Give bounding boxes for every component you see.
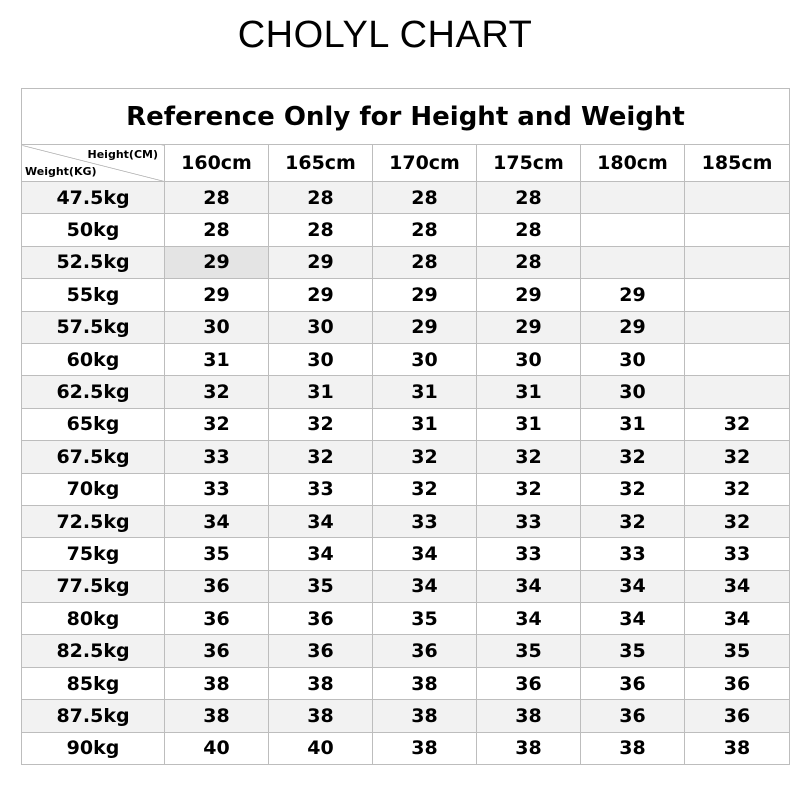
size-cell: 33: [477, 505, 581, 537]
size-cell: 33: [165, 441, 269, 473]
table-row: [22, 343, 790, 375]
size-cell: 32: [373, 441, 477, 473]
size-cell: 33: [685, 538, 790, 570]
table-row: [22, 700, 790, 732]
size-cell: 29: [165, 246, 269, 278]
weight-cell: 75kg: [22, 538, 165, 570]
size-cell: 38: [373, 667, 477, 699]
weight-cell: 57.5kg: [22, 311, 165, 343]
height-header-185: 185cm: [685, 145, 790, 182]
size-cell: 33: [477, 538, 581, 570]
table-row: [22, 311, 790, 343]
size-cell: 36: [165, 603, 269, 635]
size-cell: 29: [581, 279, 685, 311]
size-cell: 30: [269, 343, 373, 375]
weight-cell: 87.5kg: [22, 700, 165, 732]
size-cell: 28: [373, 246, 477, 278]
size-cell: 32: [165, 408, 269, 440]
size-cell: 32: [269, 441, 373, 473]
size-cell: 29: [165, 279, 269, 311]
size-cell: 34: [165, 505, 269, 537]
weight-cell: 85kg: [22, 667, 165, 699]
weight-cell: 47.5kg: [22, 182, 165, 214]
size-cell: [685, 376, 790, 408]
size-cell: [685, 246, 790, 278]
weight-axis-label: Weight(KG): [25, 165, 97, 178]
size-cell: 32: [477, 441, 581, 473]
size-cell: 34: [269, 505, 373, 537]
size-cell: 36: [165, 635, 269, 667]
table-row: [22, 635, 790, 667]
table-row: [22, 246, 790, 278]
size-cell: 33: [165, 473, 269, 505]
size-cell: 28: [477, 214, 581, 246]
size-cell: 38: [373, 700, 477, 732]
size-cell: 32: [373, 473, 477, 505]
size-cell: 36: [477, 667, 581, 699]
size-cell: 30: [373, 343, 477, 375]
size-cell: 29: [581, 311, 685, 343]
height-header-160: 160cm: [165, 145, 269, 182]
weight-cell: 90kg: [22, 732, 165, 764]
size-cell: 35: [165, 538, 269, 570]
table-row: [22, 441, 790, 473]
table-row: [22, 214, 790, 246]
page-title: CHOLYL CHART: [237, 14, 533, 56]
size-cell: 32: [685, 505, 790, 537]
size-cell: 34: [269, 538, 373, 570]
size-cell: 34: [477, 603, 581, 635]
size-cell: 29: [477, 279, 581, 311]
size-cell: 29: [269, 246, 373, 278]
size-cell: 34: [477, 570, 581, 602]
weight-cell: 55kg: [22, 279, 165, 311]
weight-cell: 65kg: [22, 408, 165, 440]
weight-cell: 67.5kg: [22, 441, 165, 473]
size-cell: 36: [269, 603, 373, 635]
size-cell: [685, 343, 790, 375]
weight-cell: 72.5kg: [22, 505, 165, 537]
size-cell: [685, 279, 790, 311]
size-cell: 29: [269, 279, 373, 311]
size-cell: 38: [165, 667, 269, 699]
size-cell: 32: [685, 408, 790, 440]
size-cell: 38: [373, 732, 477, 764]
table-row: [22, 376, 790, 408]
size-cell: 36: [269, 635, 373, 667]
size-cell: 32: [685, 441, 790, 473]
size-cell: 31: [581, 408, 685, 440]
size-chart-table: [21, 88, 790, 765]
size-cell: 28: [269, 214, 373, 246]
height-header-165: 165cm: [269, 145, 373, 182]
size-cell: 31: [477, 376, 581, 408]
size-cell: 38: [477, 700, 581, 732]
size-cell: 36: [581, 700, 685, 732]
size-cell: 32: [581, 473, 685, 505]
table-row: [22, 667, 790, 699]
size-cell: 34: [685, 603, 790, 635]
size-cell: 34: [373, 570, 477, 602]
weight-cell: 80kg: [22, 603, 165, 635]
table-row: [22, 732, 790, 764]
size-cell: 31: [269, 376, 373, 408]
size-cell: 30: [477, 343, 581, 375]
size-cell: [581, 214, 685, 246]
table-row: [22, 182, 790, 214]
corner-cell: [22, 145, 165, 182]
size-cell: 28: [269, 182, 373, 214]
size-cell: 28: [373, 182, 477, 214]
table-row: [22, 408, 790, 440]
weight-cell: 82.5kg: [22, 635, 165, 667]
size-cell: 38: [581, 732, 685, 764]
size-cell: 38: [269, 700, 373, 732]
size-cell: 34: [685, 570, 790, 602]
size-cell: 33: [581, 538, 685, 570]
size-cell: 28: [165, 214, 269, 246]
weight-cell: 62.5kg: [22, 376, 165, 408]
size-cell: 38: [685, 732, 790, 764]
table-row: [22, 473, 790, 505]
size-cell: 36: [685, 667, 790, 699]
size-cell: 31: [477, 408, 581, 440]
size-cell: 35: [477, 635, 581, 667]
table-row: [22, 603, 790, 635]
size-cell: 32: [477, 473, 581, 505]
size-cell: 38: [165, 700, 269, 732]
size-cell: 32: [685, 473, 790, 505]
size-cell: 29: [477, 311, 581, 343]
size-cell: 36: [165, 570, 269, 602]
size-cell: 28: [373, 214, 477, 246]
table-body: [22, 182, 790, 765]
table-row: [22, 570, 790, 602]
size-cell: 30: [581, 376, 685, 408]
size-cell: 30: [269, 311, 373, 343]
size-cell: [685, 182, 790, 214]
table-row: [22, 279, 790, 311]
size-cell: 30: [581, 343, 685, 375]
size-cell: 35: [373, 603, 477, 635]
size-cell: 29: [373, 279, 477, 311]
weight-cell: 70kg: [22, 473, 165, 505]
size-cell: 29: [373, 311, 477, 343]
height-header-170: 170cm: [373, 145, 477, 182]
weight-cell: 60kg: [22, 343, 165, 375]
size-cell: 36: [581, 667, 685, 699]
table-row: [22, 538, 790, 570]
size-cell: 31: [373, 376, 477, 408]
size-cell: 28: [477, 246, 581, 278]
size-cell: 32: [581, 441, 685, 473]
size-cell: 36: [373, 635, 477, 667]
size-cell: 35: [269, 570, 373, 602]
size-cell: 35: [581, 635, 685, 667]
weight-cell: 77.5kg: [22, 570, 165, 602]
size-cell: 36: [685, 700, 790, 732]
table-row: [22, 505, 790, 537]
size-cell: 34: [581, 570, 685, 602]
table-title: Reference Only for Height and Weight: [22, 89, 790, 145]
size-cell: 34: [581, 603, 685, 635]
size-cell: 38: [269, 667, 373, 699]
size-cell: [685, 214, 790, 246]
size-cell: 32: [269, 408, 373, 440]
size-cell: [685, 311, 790, 343]
size-cell: 40: [269, 732, 373, 764]
size-cell: [581, 246, 685, 278]
size-cell: 32: [581, 505, 685, 537]
size-cell: 40: [165, 732, 269, 764]
size-cell: 38: [477, 732, 581, 764]
size-cell: 32: [165, 376, 269, 408]
height-header-180: 180cm: [581, 145, 685, 182]
weight-cell: 50kg: [22, 214, 165, 246]
header-row: [22, 145, 790, 182]
size-cell: 31: [165, 343, 269, 375]
size-cell: 33: [269, 473, 373, 505]
size-cell: 28: [165, 182, 269, 214]
height-axis-label: Height(CM): [87, 148, 158, 161]
height-header-175: 175cm: [477, 145, 581, 182]
size-cell: 34: [373, 538, 477, 570]
weight-cell: 52.5kg: [22, 246, 165, 278]
size-cell: 33: [373, 505, 477, 537]
size-cell: 35: [685, 635, 790, 667]
size-cell: 31: [373, 408, 477, 440]
size-cell: 30: [165, 311, 269, 343]
size-cell: [581, 182, 685, 214]
size-cell: 28: [477, 182, 581, 214]
